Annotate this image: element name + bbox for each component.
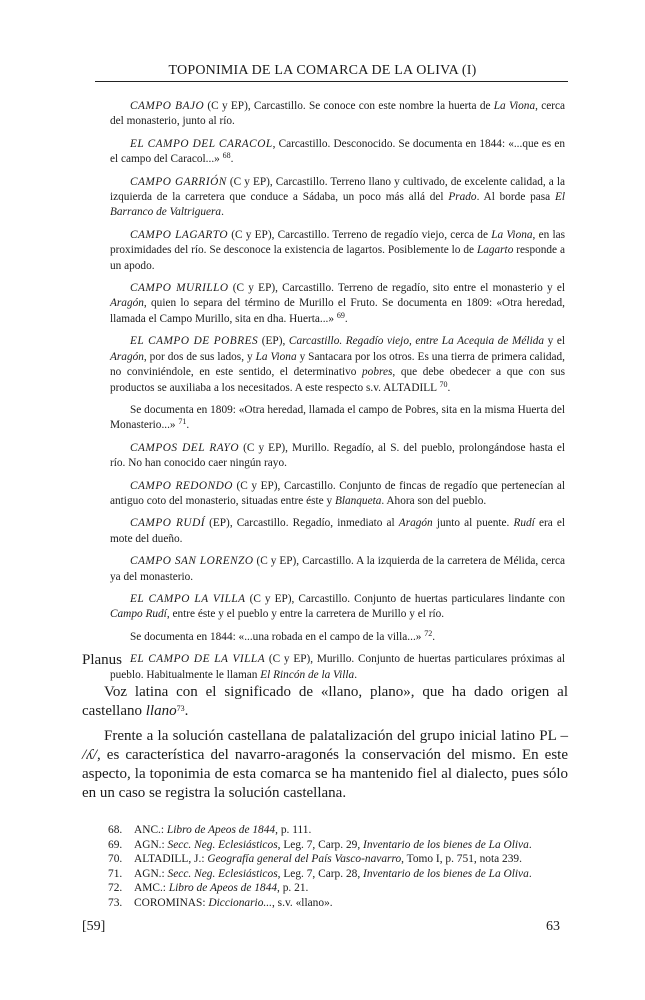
entry-villa-document: Se documenta en 1844: «...una robada en el campo de la villa...» $^{72}$. — [130, 628, 436, 643]
entry-campo-lagarto: CAMPO LAGARTO (C y EP), Carcastillo. Terreno de regadío viejo, cerca de La Viona, en las proximidades del río. Se desconoce la existencia de lagartos. Posiblemente lo de Lagarto responde a un apodo. — [110, 228, 566, 272]
entry-campo-redondo: CAMPO REDONDO (C y EP), Carcastillo. Conjunto de fincas de regadío que pertenecían al antiguo coto del monasterio, situadas entre éste y Blanqueta. Ahora son del pueblo. — [110, 479, 565, 507]
footnote-69: 69. AGN.: Secc. Neg. Eclesiásticos, Leg. 7, Carp. 29, Inventario de los bienes de La Oliva. — [108, 838, 532, 851]
entry-campo-del-caracol: EL CAMPO DEL CARACOL, Carcastillo. Desconocido. Se documenta en 1844: «...que es en el campo del Caracol...» $^{68}$. — [110, 137, 565, 166]
section-heading: Planus — [82, 652, 123, 668]
footnotes — [108, 823, 568, 910]
entry-campo-de-pobres: EL CAMPO DE POBRES (EP), Carcastillo. Regadío viejo, entre La Acequia de Mélida y el Aragón, por dos de sus lados, y La Viona y Santacara por los otros. Es una tierra de primera calidad, no conviniéndole, en este sentido, el determinativo pobres, que debe obedecer a que con sus productos se auxiliaba a los necesitados. A este respecto s.v. ALTADILL $^{70}$. — [110, 335, 566, 394]
glossary-entries — [110, 99, 565, 690]
footnote-72: 72. AMC.: Libro de Apeos de 1844, p. 21. — [108, 882, 309, 894]
body-paragraph-1: Voz latina con el significado de «llano, plano», que ha dado origen al castellano llano$^{73}$. — [82, 684, 568, 719]
entry-campo-de-la-villa: EL CAMPO DE LA VILLA (C y EP), Murillo. Conjunto de huertas particulares próximas al pueblo. Habitualmente le llaman El Rincón de la Villa. — [110, 653, 565, 681]
entry-campo-bajo: CAMPO BAJO (C y EP), Carcastillo. Se conoce con este nombre la huerta de La Viona, cerca del monasterio, junto al río. — [110, 100, 566, 128]
entry-pobres-document: Se documenta en 1809: «Otra heredad, llamada el campo de Pobres, sita en la misma Huerta del Monasterio...» $^{71}$. — [110, 403, 565, 432]
entry-campo-rudi: CAMPO RUDÍ (EP), Carcastillo. Regadío, inmediato al Aragón junto al puente. Rudí era el mote del dueño. — [110, 517, 566, 545]
body-paragraph-2: Frente a la solución castellana de palatalización del grupo inicial latino PL – /ʎ/, es característica del navarro-aragonés la conservación del mismo. En este aspecto, la toponimia de esta comarca se ha mantenido fiel al dialecto, pues sólo en un caso se registra la solución castellana. — [82, 728, 568, 801]
footnote-73: 73. COROMINAS: Diccionario..., s.v. «llano». — [108, 896, 333, 909]
page-bracket-number: [59] — [82, 919, 106, 934]
entry-campo-san-lorenzo: CAMPO SAN LORENZO (C y EP), Carcastillo. A la izquierda de la carretera de Mélida, cerca ya del monasterio. — [110, 555, 565, 583]
page-number: 63 — [546, 919, 560, 934]
entry-campo-murillo: CAMPO MURILLO (C y EP), Carcastillo. Terreno de regadío, sito entre el monasterio y el Aragón, quien lo separa del término de Murillo el Fruto. Se documenta en 1809: «Otra heredad, llamada el Campo Murillo, sita en dha. Huerta...» $^{69}$. — [110, 282, 566, 325]
footnote-71: 71. AGN.: Secc. Neg. Eclesiásticos, Leg. 7, Carp. 28, Inventario de los bienes de La Oliva. — [108, 867, 532, 880]
entry-campo-la-villa: EL CAMPO LA VILLA (C y EP), Carcastillo. Conjunto de huertas particulares lindante con Campo Rudí, entre éste y el pueblo y entre la carretera de Murillo y el río. — [110, 592, 565, 621]
header-rule — [95, 81, 568, 82]
entry-campos-del-rayo: CAMPOS DEL RAYO (C y EP), Murillo. Regadío, al S. del pueblo, prolongándose hasta el río. No han conocido caer ningún rayo. — [110, 441, 565, 470]
section-body — [82, 683, 568, 809]
footnote-70: 70. ALTADILL, J.: Geografía general del País Vasco-navarro, Tomo I, p. 751, nota 239. — [108, 853, 522, 865]
running-header: TOPONIMIA DE LA COMARCA DE LA OLIVA (I) — [168, 63, 477, 78]
footnote-68: 68. ANC.: Libro de Apeos de 1844, p. 111. — [108, 824, 312, 836]
entry-campo-garrion: CAMPO GARRIÓN (C y EP), Carcastillo. Terreno llano y cultivado, de excelente calidad, a la izquierda de la carretera que conduce a Sádaba, un poco más allá del Prado. Al borde pasa El Barranco de Valtriguera. — [110, 175, 565, 219]
